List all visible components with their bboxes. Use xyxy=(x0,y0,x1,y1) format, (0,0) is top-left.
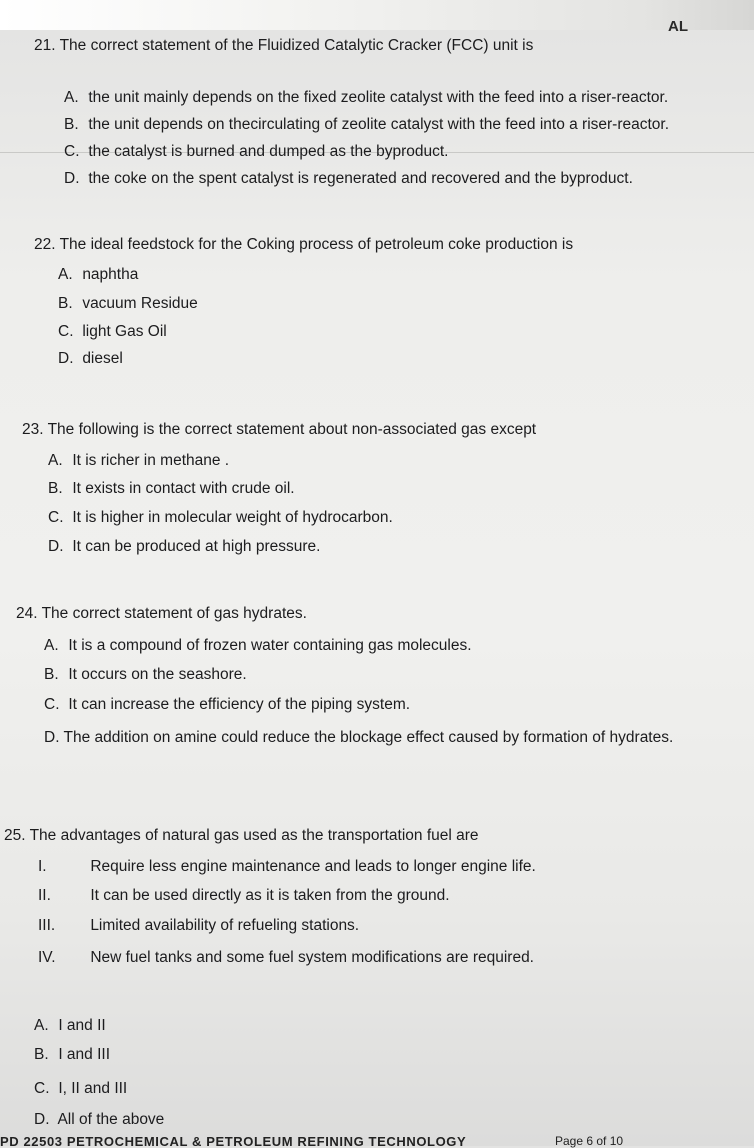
question-number: 22. xyxy=(34,236,56,253)
option-text: the coke on the spent catalyst is regenerated and recovered and the byproduct. xyxy=(88,170,633,187)
option-text: It can be produced at high pressure. xyxy=(72,538,321,555)
question-23-option-a xyxy=(48,451,229,470)
option-text: I, II and III xyxy=(58,1080,128,1097)
question-22 xyxy=(34,235,573,254)
question-25-option-a xyxy=(34,1016,106,1035)
option-text: All of the above xyxy=(57,1111,165,1128)
option-letter: B. xyxy=(48,480,63,497)
option-letter: D. xyxy=(44,729,60,746)
option-text: It exists in contact with crude oil. xyxy=(72,480,295,497)
statement-text: Require less engine maintenance and leads to longer engine life. xyxy=(90,858,536,875)
option-text: I and III xyxy=(58,1046,111,1063)
option-letter: B. xyxy=(34,1046,49,1063)
statement-numeral: III. xyxy=(38,917,56,934)
option-text: the unit mainly depends on the fixed zeolite catalyst with the feed into a riser-reactor. xyxy=(88,89,669,106)
question-22-option-c xyxy=(58,322,167,341)
question-25-statement-1 xyxy=(38,857,536,876)
option-letter: C. xyxy=(44,696,60,713)
question-25 xyxy=(4,826,479,845)
option-letter: B. xyxy=(58,295,73,312)
option-letter: C. xyxy=(34,1080,50,1097)
option-text: light Gas Oil xyxy=(82,323,167,340)
question-22-option-d xyxy=(58,349,123,368)
question-21-option-d xyxy=(64,169,633,188)
question-number: 25. xyxy=(4,827,26,844)
option-text: I and II xyxy=(58,1017,106,1034)
option-letter: A. xyxy=(34,1017,49,1034)
header-fragment: AL xyxy=(668,18,688,35)
question-21 xyxy=(34,36,533,55)
option-letter: B. xyxy=(44,666,59,683)
question-23-option-d xyxy=(48,537,320,556)
option-letter: A. xyxy=(58,266,73,283)
question-22-option-b xyxy=(58,294,198,313)
question-24-option-c xyxy=(44,695,410,714)
option-letter: A. xyxy=(44,637,59,654)
option-letter: C. xyxy=(58,323,74,340)
question-25-option-c xyxy=(34,1079,127,1098)
option-letter: C. xyxy=(64,143,80,160)
footer-course-title: PD 22503 PETROCHEMICAL & PETROLEUM REFINING TECHNOLOGY xyxy=(0,1134,467,1148)
option-text: diesel xyxy=(82,350,123,367)
option-letter: D. xyxy=(48,538,64,555)
option-text: It is higher in molecular weight of hydrocarbon. xyxy=(72,509,393,526)
question-text: The correct statement of gas hydrates. xyxy=(41,605,307,622)
question-25-statement-2 xyxy=(38,886,450,905)
option-text: It is a compound of frozen water containing gas molecules. xyxy=(68,637,472,654)
question-number: 21. xyxy=(34,37,56,54)
page-top-shadow xyxy=(0,0,754,30)
question-text: The following is the correct statement about non-associated gas except xyxy=(47,421,537,438)
option-letter: D. xyxy=(64,170,80,187)
question-22-option-a xyxy=(58,265,138,284)
option-text: It is richer in methane . xyxy=(72,452,230,469)
question-25-option-b xyxy=(34,1045,110,1064)
option-text: It occurs on the seashore. xyxy=(68,666,247,683)
question-25-option-d xyxy=(34,1110,164,1129)
statement-text: New fuel tanks and some fuel system modifications are required. xyxy=(90,949,534,966)
question-25-statement-4 xyxy=(38,948,534,967)
option-letter: A. xyxy=(64,89,79,106)
option-letter: A. xyxy=(48,452,63,469)
statement-numeral: I. xyxy=(38,858,47,875)
question-number: 24. xyxy=(16,605,38,622)
question-23-option-b xyxy=(48,479,295,498)
question-text: The ideal feedstock for the Coking process of petroleum coke production is xyxy=(59,236,574,253)
question-text: The advantages of natural gas used as the transportation fuel are xyxy=(29,827,479,844)
question-24 xyxy=(16,604,307,623)
option-text: The addition on amine could reduce the blockage effect caused by formation of hydrates. xyxy=(63,729,674,746)
option-letter: D. xyxy=(58,350,74,367)
question-21-option-b xyxy=(64,115,669,134)
question-23 xyxy=(22,420,536,439)
statement-text: Limited availability of refueling stations. xyxy=(90,917,360,934)
option-text: vacuum Residue xyxy=(82,295,198,312)
statement-numeral: II. xyxy=(38,887,51,904)
question-25-statement-3 xyxy=(38,916,359,935)
option-text: the unit depends on thecirculating of zeolite catalyst with the feed into a riser-reactor. xyxy=(88,116,670,133)
question-24-option-b xyxy=(44,665,247,684)
question-24-option-d xyxy=(44,724,700,752)
footer-page-number: Page 6 of 10 xyxy=(555,1134,624,1148)
question-21-option-a xyxy=(64,88,668,107)
option-letter: C. xyxy=(48,509,64,526)
statement-text: It can be used directly as it is taken from the ground. xyxy=(90,887,450,904)
option-letter: B. xyxy=(64,116,79,133)
statement-numeral: IV. xyxy=(38,949,56,966)
option-letter: D. xyxy=(34,1111,50,1128)
option-text: naphtha xyxy=(82,266,139,283)
question-21-option-c xyxy=(64,142,448,161)
question-23-option-c xyxy=(48,508,393,527)
option-text: It can increase the efficiency of the piping system. xyxy=(68,696,411,713)
option-text: the catalyst is burned and dumped as the byproduct. xyxy=(88,143,449,160)
question-text: The correct statement of the Fluidized Catalytic Cracker (FCC) unit is xyxy=(59,37,534,54)
question-24-option-a xyxy=(44,636,472,655)
question-number: 23. xyxy=(22,421,44,438)
